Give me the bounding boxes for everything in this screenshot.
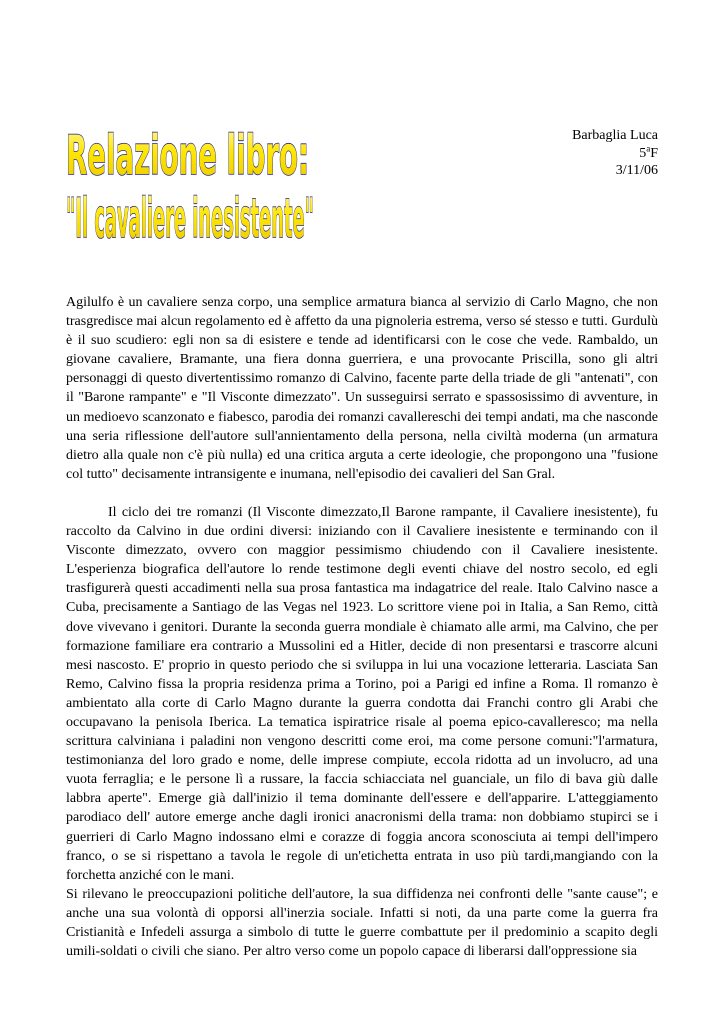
class-letter: F bbox=[650, 145, 658, 161]
title-line-2: "Il cavaliere inesistente" bbox=[66, 187, 314, 250]
author-class bbox=[572, 142, 658, 163]
paragraph-2: Il ciclo dei tre romanzi (Il Visconte dimezzato,Il Barone rampante, il Cavaliere inesistente), fu raccolto da Calvino in due ordini diversi: iniziando con il Cavaliere inesistente e terminando con il Visconte dimezzato, ovvero con maggior pessimismo chiudendo con il Cavaliere inesistente. L'esperienza biografica dell'autore lo rende testimone degli eventi chiave del nostro secolo, ed egli trasfigurerà questi accadimenti nella sua prosa fantastica ma indagatrice del reale. Italo Calvino nasce a Cuba, precisamente a Santiago de las Vegas nel 1923. Lo scrittore viene poi in Italia, a San Remo, città dove vivevano i genitori. Durante la seconda guerra mondiale è chiamato alle armi, ma Calvino, che per formazione familiare era contrario a Mussolini ed a Hitler, decide di non presentarsi e trascorre alcuni mesi nascosto. E' proprio in questo periodo che si sviluppa in lui una vocazione letteraria. Lasciata San Remo, Calvino fissa la propria residenza prima a Torino, poi a Parigi ed infine a Roma. Il romanzo è ambientato alla corte di Carlo Magno durante la guerra condotta dai Franchi contro gli Arabi che occupavano la penisola Iberica. La tematica ispiratrice risale al poema epico-cavalleresco; ma nella scrittura calviniana i paladini non vengono descritti come eroi, ma come persone comuni:"l'armatura, testimonianza del loro grado e nome, delle imprese compiute, eccola ridotta ad un involucro, ad una vuota ferraglia; e le persone lì a russare, la faccia schiacciata nel guanciale, un filo di bava giù dalle labbra aperte". Emerge già dall'inizio il tema dominante dell'essere e dell'apparire. L'atteggiamento parodiaco dell' autore emerge anche dagli ironici anacronismi della trama: non dobbiamo stupirci se i guerrieri di Carlo Magno indossano elmi e corazze di foggia ancora sconosciuta ai tempi dell'impero franco, o se si rispettano a tavola le regole di un'etichetta entrata in uso più tardi,mangiando con la forchetta anziché con le mani. bbox=[66, 504, 658, 883]
paragraph-3: Si rilevano le preoccupazioni politiche dell'autore, la sua diffidenza nei confronti delle "sante cause"; e anche una sua volontà di opporsi all'inerzia sociale. Infatti si noti, da una parte come la guerra fra Cristianità e Infedeli assurga a simbolo di tutte le guerre combattute per il predominio a scapito degli umili-soldati o civili che siano. Per altro verso come un popolo capace di liberarsi dall'oppressione sia bbox=[66, 886, 658, 960]
class-superscript: a bbox=[646, 142, 651, 153]
title-line-1: Relazione libro: bbox=[66, 124, 309, 187]
report-body bbox=[66, 293, 658, 961]
report-date: 3/11/06 bbox=[615, 163, 658, 178]
wordart-title-graphic bbox=[62, 122, 362, 250]
paragraph-1: Agilulfo è un cavaliere senza corpo, una semplice armatura bianca al servizio di Carlo Magno, che non trasgredisce mai alcun regolamento ed è affetto da una pignoleria estrema, verso sé stesso e tutti. Gurdulù è il suo scudiero: egli non sa di esistere e tende ad identificarsi con le cose che vede. Rambaldo, un giovane cavaliere, Bramante, una fiera donna guerriera, e una provocante Priscilla, sono gli altri personaggi di questo divertentissimo romanzo di Calvino, facente parte della triade de gli "antenati", con il "Barone rampante" e "Il Visconte dimezzato". Un susseguirsi serrato e spassosissimo di avventure, in un medioevo scanzonato e fiabesco, parodia dei romanzi cavallereschi dei tempi andati, ma che nasconde una seria riflessione dell'autore sull'annientamento della persona, nella civiltà moderna (un armatura dietro alla quale non c'è più nulla) ed una critica arguta a certe ideologie, che propongono una "fusione col tutto" decisamente intransigente e inumana, nell'episodio dei cavalieri del San Gral. bbox=[66, 295, 658, 482]
wordart-title bbox=[62, 122, 362, 250]
author-info bbox=[572, 127, 658, 180]
author-name: Barbaglia Luca bbox=[572, 128, 658, 143]
class-number: 5 bbox=[639, 145, 647, 161]
